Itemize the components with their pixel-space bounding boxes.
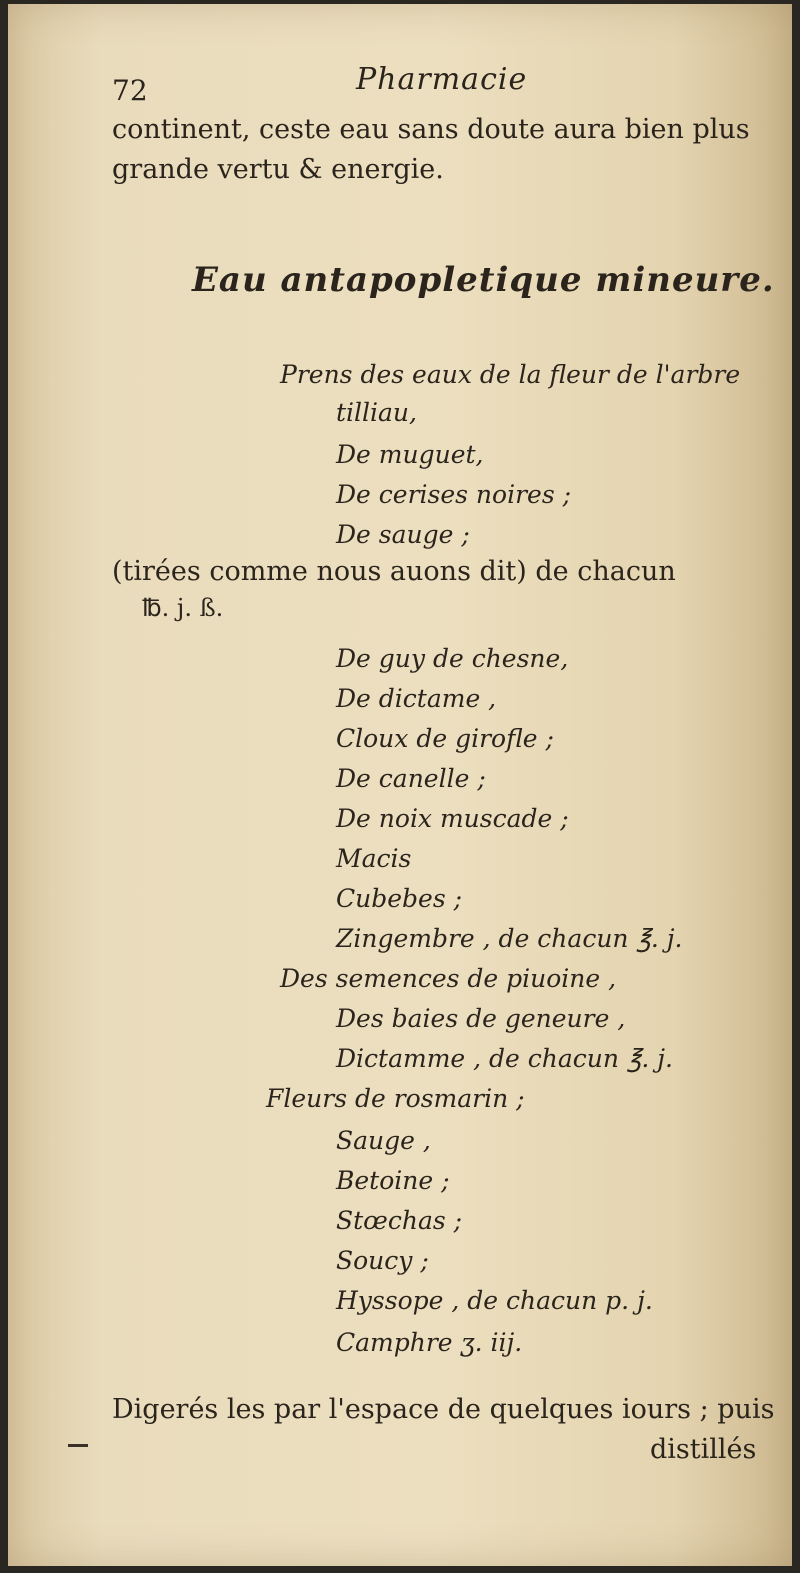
recipe-line: Zingembre , de chacun ℥. j. [336,924,683,953]
recipe-line: Hyssope , de chacun p. j. [336,1286,653,1315]
recipe-line: Macis [336,844,412,873]
recipe-line: De dictame , [336,684,497,713]
recipe-line: De canelle ; [336,764,486,793]
recipe-line: Soucy ; [336,1246,429,1275]
dosage-line: ℔. j. ß. [142,594,224,622]
catchword: distillés [650,1434,757,1465]
recipe-line: Des baies de geneure , [336,1004,626,1033]
recipe-line: Cubebes ; [336,884,463,913]
book-page [8,4,792,1566]
recipe-line: Stœchas ; [336,1206,463,1235]
recipe-line: Betoine ; [336,1166,450,1195]
running-head: Pharmacie [356,62,528,97]
recipe-line: tilliau, [336,398,417,427]
body-text-line: Digerés les par l'espace de quelques iours ; puis [112,1394,775,1425]
recipe-line: De noix muscade ; [336,804,569,833]
recipe-line: Camphre ʒ. iij. [336,1328,523,1357]
recipe-line: Des semences de piuoine , [280,964,617,993]
recipe-line: Dictamme , de chacun ℥. j. [336,1044,673,1073]
body-text-line: grande vertu & energie. [112,154,444,185]
recipe-line: De guy de chesne, [336,644,569,673]
recipe-line: De cerises noires ; [336,480,572,509]
recipe-line: Cloux de girofle ; [336,724,554,753]
body-text-line: (tirées comme nous auons dit) de chacun [112,556,676,587]
recipe-line: De sauge ; [336,520,470,549]
page-number: 72 [112,74,148,107]
recipe-line: De muguet, [336,440,484,469]
margin-mark [68,1444,88,1447]
body-text-line: continent, ceste eau sans doute aura bien plus [112,114,750,145]
recipe-line: Sauge , [336,1126,431,1155]
recipe-line: Prens des eaux de la fleur de l'arbre [280,360,741,389]
recipe-line: Fleurs de rosmarin ; [266,1084,525,1113]
section-title: Eau antapopletique mineure. [192,260,775,300]
